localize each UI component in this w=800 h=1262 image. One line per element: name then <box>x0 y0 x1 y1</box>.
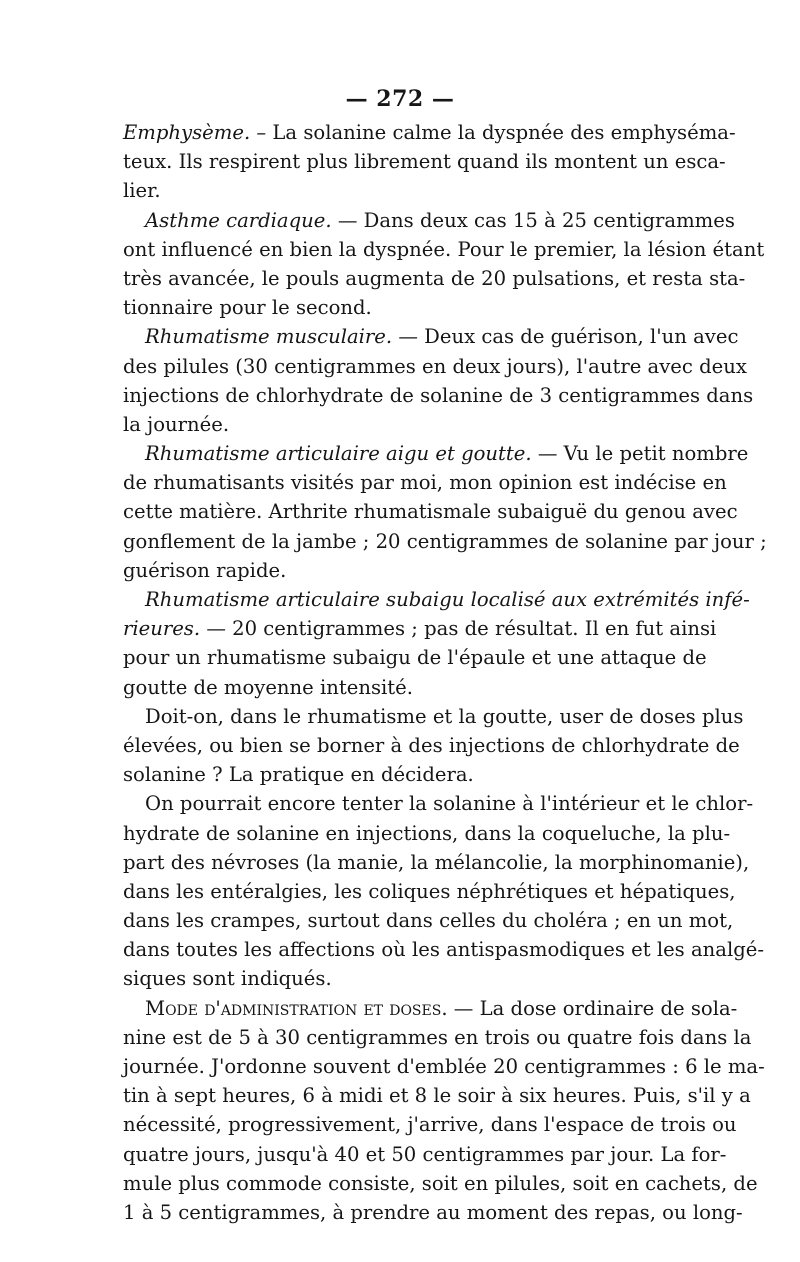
text-line <box>123 789 754 818</box>
smallcaps-heading: Mode d'administration et doses. <box>145 996 448 1020</box>
text-line <box>123 643 707 672</box>
text-line <box>123 381 754 410</box>
text-run: cette matière. Arthrite rhumatismale subaiguë du genou avec <box>123 500 738 524</box>
text-line <box>123 964 678 993</box>
text-line <box>123 556 678 585</box>
text-line <box>123 877 736 906</box>
text-run: lier. <box>123 179 161 203</box>
text-line <box>123 585 750 614</box>
text-run: guérison rapide. <box>123 558 287 582</box>
text-run: solanine ? La pratique en décidera. <box>123 763 474 787</box>
text-run: ont influencé en bien la dyspnée. Pour le premier, la lésion étant <box>123 237 765 261</box>
text-run: gonflement de la jambe ; 20 centigrammes de solanine par jour ; <box>123 529 767 553</box>
text-run: — 20 centigrammes ; pas de résultat. Il en fut ainsi <box>200 617 717 641</box>
text-line <box>123 906 734 935</box>
text-line <box>123 118 736 147</box>
text-line <box>123 673 678 702</box>
italic-heading: Rhumatisme musculaire. <box>145 325 393 349</box>
text-run: injections de chlorhydrate de solanine de 3 centigrammes dans <box>123 383 754 407</box>
text-run: On pourrait encore tenter la solanine à l'intérieur et le chlor- <box>145 792 754 816</box>
text-line <box>123 352 747 381</box>
text-run: très avancée, le pouls augmenta de 20 pulsations, et resta sta- <box>123 266 746 290</box>
text-run: quatre jours, jusqu'à 40 et 50 centigrammes par jour. La for- <box>123 1142 727 1166</box>
text-run: tin à sept heures, 6 à midi et 8 le soir à six heures. Puis, s'il y a <box>123 1084 751 1108</box>
text-run: dans toutes les affections où les antispasmodiques et les analgé- <box>123 938 764 962</box>
text-line <box>123 1052 765 1081</box>
text-line <box>123 614 717 643</box>
italic-heading: rieures. <box>123 617 201 641</box>
text-line <box>123 206 735 235</box>
text-line <box>123 497 738 526</box>
body-text <box>123 118 767 1227</box>
text-line <box>123 293 678 322</box>
text-run: des pilules (30 centigrammes en deux jours), l'autre avec deux <box>123 354 747 378</box>
text-line <box>123 935 764 964</box>
italic-heading: Emphysème. <box>123 121 251 144</box>
text-line <box>123 235 765 264</box>
italic-heading: Rhumatisme articulaire aigu et goutte. <box>145 442 532 466</box>
text-line <box>123 468 727 497</box>
text-run: tionnaire pour le second. <box>123 296 372 320</box>
page-number: — 272 — <box>345 86 455 112</box>
text-run: élevées, ou bien se borner à des injections de chlorhydrate de <box>123 733 740 757</box>
italic-heading: Rhumatisme articulaire subaigu localisé aux extrémités infé- <box>145 588 750 611</box>
text-line <box>123 702 744 731</box>
text-line <box>123 760 678 789</box>
text-run: Doit-on, dans le rhumatisme et la goutte, user de doses plus <box>145 704 744 728</box>
text-run: nécessité, progressivement, j'arrive, dans l'espace de trois ou <box>123 1113 737 1137</box>
text-run: — La dose ordinaire de sola- <box>447 996 738 1020</box>
text-run: dans les entéralgies, les coliques néphrétiques et hépatiques, <box>123 879 736 903</box>
text-run: hydrate de solanine en injections, dans la coqueluche, la plu- <box>123 821 731 845</box>
text-line <box>123 819 731 848</box>
text-run: – La solanine calme la dyspnée des emphyséma- <box>250 121 736 144</box>
text-line <box>123 527 767 556</box>
text-run: 1 à 5 centigrammes, à prendre au moment des repas, ou long- <box>123 1200 743 1224</box>
text-line <box>123 264 746 293</box>
text-line <box>123 994 738 1023</box>
text-line <box>123 439 749 468</box>
text-line <box>123 1023 752 1052</box>
text-line <box>123 731 740 760</box>
text-run: la journée. <box>123 412 230 436</box>
text-line <box>123 1110 737 1139</box>
text-run: de rhumatisants visités par moi, mon opinion est indécise en <box>123 471 727 495</box>
text-run: journée. J'ordonne souvent d'emblée 20 centigrammes : 6 le ma- <box>123 1055 765 1078</box>
text-run: — Dans deux cas 15 à 25 centigrammes <box>331 208 735 232</box>
text-line <box>123 848 750 877</box>
text-line <box>123 1198 743 1227</box>
text-line <box>123 1081 751 1110</box>
text-run: part des névroses (la manie, la mélancolie, la morphinomanie), <box>123 850 750 874</box>
text-run: goutte de moyenne intensité. <box>123 675 413 699</box>
text-line <box>123 147 726 176</box>
text-run: teux. Ils respirent plus librement quand ils montent un esca- <box>123 150 726 174</box>
italic-heading: Asthme cardiaque. <box>145 208 332 232</box>
text-line <box>123 1169 758 1198</box>
text-run: pour un rhumatisme subaigu de l'épaule et une attaque de <box>123 646 707 670</box>
text-line <box>123 322 739 351</box>
text-run: — Vu le petit nombre <box>531 442 749 466</box>
text-line <box>123 410 678 439</box>
text-line <box>123 1140 727 1169</box>
text-run: mule plus commode consiste, soit en pilules, soit en cachets, de <box>123 1171 758 1195</box>
text-line <box>123 176 678 205</box>
text-run: siques sont indiqués. <box>123 967 332 991</box>
text-run: nine est de 5 à 30 centigrammes en trois ou quatre fois dans la <box>123 1025 752 1049</box>
text-run: — Deux cas de guérison, l'un avec <box>392 325 739 349</box>
text-run: dans les crampes, surtout dans celles du choléra ; en un mot, <box>123 909 734 933</box>
